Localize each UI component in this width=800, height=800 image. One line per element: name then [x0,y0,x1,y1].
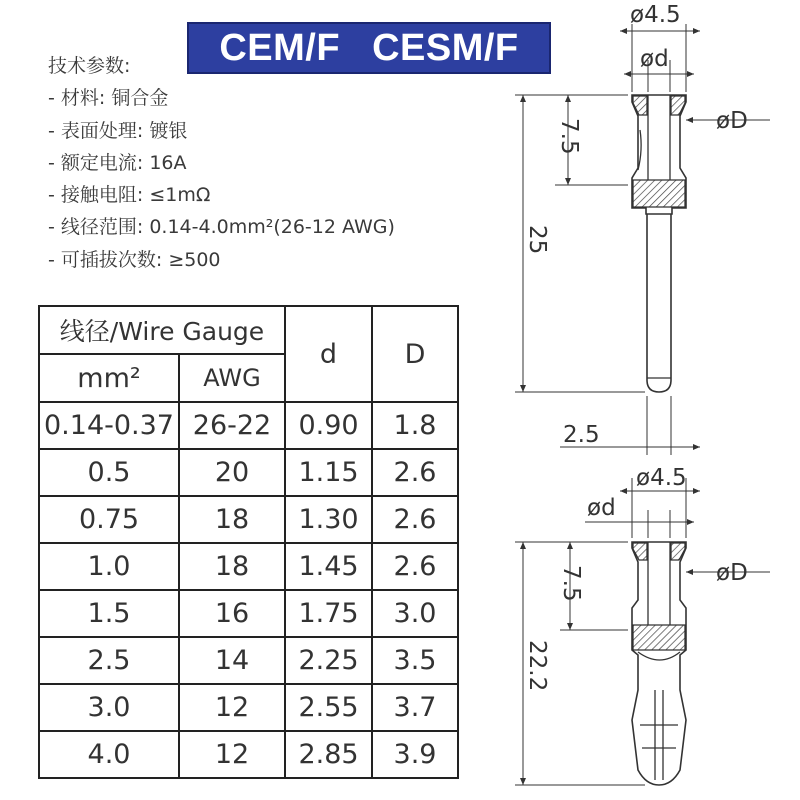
dim-inner-top: ød [640,46,669,72]
dim-total-bottom: 22.2 [524,640,550,692]
cell-D: 2.6 [372,449,458,496]
title-male: CEM/F [219,26,341,69]
spec-item-wire-range: - 线径范围: 0.14-4.0mm²(26-12 AWG) [48,216,395,239]
cell-awg: 18 [179,496,285,543]
cell-awg: 18 [179,543,285,590]
dim-outer-top: ø4.5 [630,2,681,28]
spec-item-plating: - 表面处理: 镀银 [48,119,188,142]
cell-mm2: 2.5 [39,637,179,684]
dim-flange-top: øD [716,108,748,134]
female-socket-drawing [632,542,686,785]
spec-item-current: - 额定电流: 16A [48,151,187,174]
cell-D: 2.6 [372,496,458,543]
cell-mm2: 0.75 [39,496,179,543]
cell-D: 1.8 [372,402,458,449]
title-female: CESM/F [372,26,519,69]
cell-awg: 16 [179,590,285,637]
dim-crimp-top: 7.5 [556,118,582,155]
cell-awg: 26-22 [179,402,285,449]
cell-awg: 12 [179,684,285,731]
spec-heading: 技术参数: [48,55,131,77]
dim-total-top: 25 [524,225,550,255]
cell-D: 2.6 [372,543,458,590]
dim-flange-bottom: øD [716,560,748,586]
cell-D: 3.7 [372,684,458,731]
table-header-D: D [372,306,458,402]
cell-d: 2.55 [285,684,372,731]
cell-d: 1.75 [285,590,372,637]
spec-item-cycles: - 可插拔次数: ≥500 [48,248,221,271]
table-header-awg: AWG [179,354,285,402]
cell-d: 1.45 [285,543,372,590]
spec-item-material: - 材料: 铜合金 [48,87,169,110]
cell-mm2: 4.0 [39,731,179,778]
dim-outer-bottom: ø4.5 [636,465,687,491]
spec-item-resistance: - 接触电阻: ≤1mΩ [48,184,211,207]
dim-inner-bottom: ød [587,495,616,521]
table-header-d: d [285,306,372,402]
cell-D: 3.5 [372,637,458,684]
male-dimensions [515,24,770,455]
cell-d: 1.15 [285,449,372,496]
cell-d: 2.85 [285,731,372,778]
cell-awg: 12 [179,731,285,778]
dim-pin-top: 2.5 [563,422,600,448]
cell-awg: 20 [179,449,285,496]
cell-d: 0.90 [285,402,372,449]
cell-mm2: 0.14-0.37 [39,402,179,449]
cell-mm2: 0.5 [39,449,179,496]
male-pin-drawing [632,95,686,392]
table-header-mm2: mm² [39,354,179,402]
dim-crimp-bottom: 7.5 [558,565,584,602]
cell-mm2: 1.5 [39,590,179,637]
cell-mm2: 1.0 [39,543,179,590]
cell-d: 2.25 [285,637,372,684]
cell-D: 3.0 [372,590,458,637]
cell-D: 3.9 [372,731,458,778]
cell-awg: 14 [179,637,285,684]
cell-d: 1.30 [285,496,372,543]
table-header-wire-gauge: 线径/Wire Gauge [39,306,285,354]
cell-mm2: 3.0 [39,684,179,731]
